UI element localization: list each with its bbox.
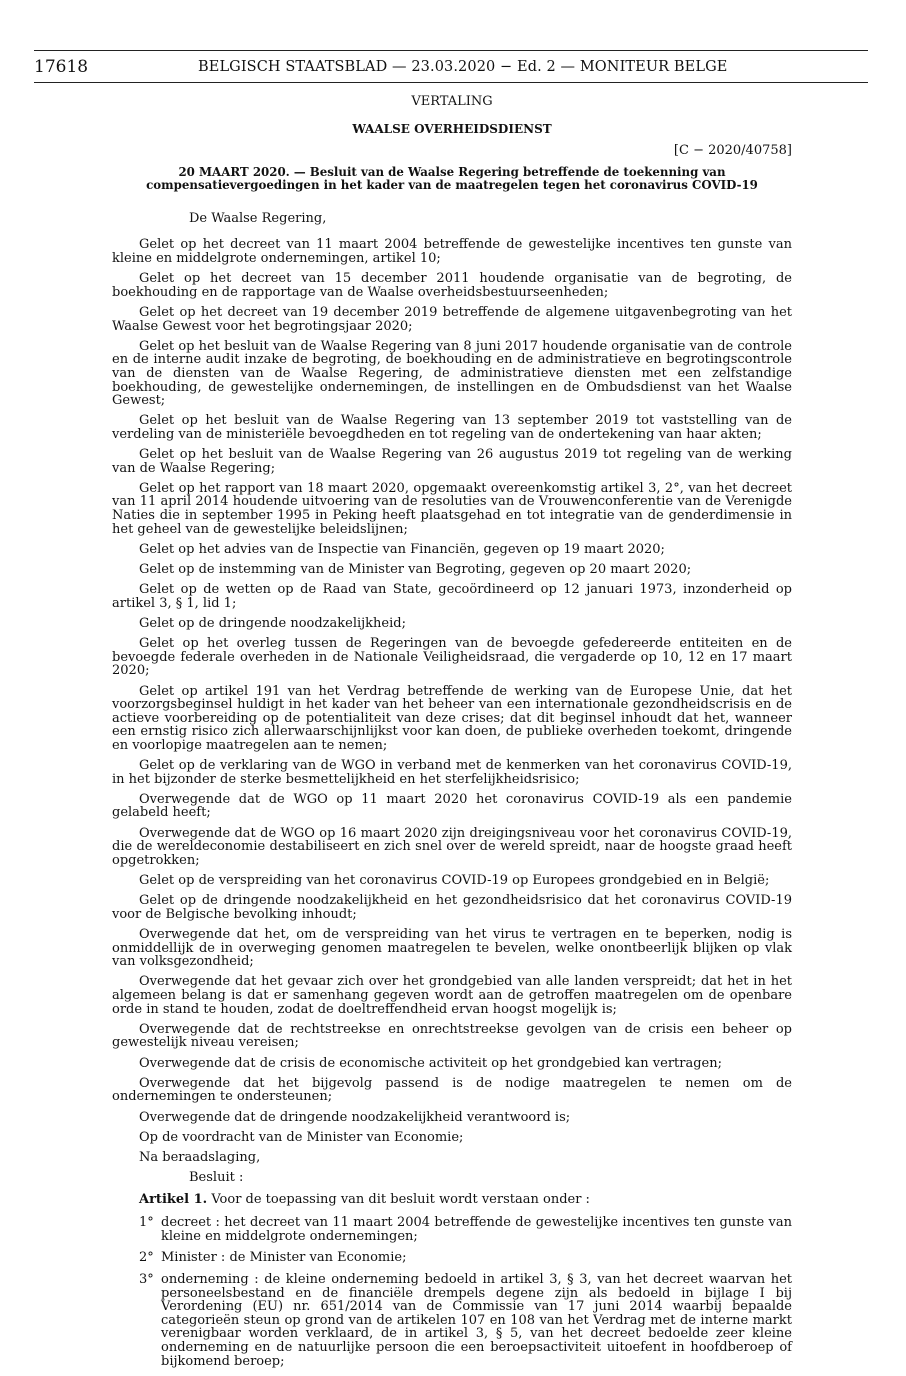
preamble-paragraph: Overwegende dat de WGO op 11 maart 2020 het coronavirus COVID-19 als een pandemie gelabeld heeft; [112,791,792,821]
preamble-paragraph: Gelet op het advies van de Inspectie van Financiën, gegeven op 19 maart 2020; [139,541,665,557]
document-title: 20 MAART 2020. — Besluit van de Waalse Regering betreffende de toekenning van compensatievergoedingen in het kader van de maatregelen tegen het coronavirus COVID-19 [146,164,758,192]
preamble-paragraph: Gelet op de wetten op de Raad van State, gecoördineerd op 12 januari 1973, inzonderheid op artikel 3, § 1, lid 1; [112,582,792,611]
item-number: 2° [139,1250,154,1266]
header-bottom-rule [34,82,868,83]
article-1 [139,1193,792,1207]
issuer-heading: WAALSE OVERHEIDSDIENST [352,121,552,136]
item-number: 1° [139,1215,154,1231]
header-top-rule [34,50,868,51]
opening-line: De Waalse Regering, [189,210,327,226]
preamble-paragraph: Gelet op het besluit van de Waalse Regering van 13 september 2019 tot vaststelling van de verdeling van de ministeriële bevoegdheden en tot regeling van de ondertekening van haar akten; [112,413,792,442]
item-number: 3° [139,1272,154,1288]
preamble-paragraph: Gelet op artikel 191 van het Verdrag betreffende de werking van de Europese Unie, dat het voorzorgsbeginsel huldigt in het kader van het beheer van een internationale gezondheidscrisis en de actieve voorbereiding op de potentialiteit van deze crises; dat dit beginsel inhoudt dat het, wanneer een ernstig risico zich allerwaarschijnlijkst voor kan doen, de publieke overheden toekomt, dringende en voorlopige maatregelen aan te nemen; [112,683,792,753]
preamble-paragraph: Overwegende dat de rechtstreekse en onrechtstreekse gevolgen van de crisis een beheer op gewestelijk niveau vereisen; [112,1021,792,1051]
preamble-paragraph: Gelet op de dringende noodzakelijkheid en het gezondheidsrisico dat het coronavirus COVID-19 voor de Belgische bevolking inhoudt; [112,893,792,922]
preamble-paragraph: Na beraadslaging, [139,1149,261,1165]
definition-item [139,1216,792,1243]
article-intro: Voor de toepassing van dit besluit wordt verstaan onder : [211,1191,590,1207]
running-header: BELGISCH STAATSBLAD — 23.03.2020 − Ed. 2 — MONITEUR BELGE [198,59,728,75]
preamble-paragraph: Overwegende dat de WGO op 16 maart 2020 zijn dreigingsniveau voor het coronavirus COVID-19, die de wereldeconomie destabiliseert en zich snel over de wereld spreidt, naar de hoogste graad heeft opgetrokken; [112,825,792,868]
preamble-paragraph: Overwegende dat het, om de verspreiding van het virus te vertragen en te beperken, nodig is onmiddellijk de in overweging genomen maatregelen te bevelen, welke onontbeerlijk blijken op vlak van volksgezondheid; [112,927,792,970]
section-label: VERTALING [411,94,493,109]
preamble-paragraph: Gelet op de instemming van de Minister van Begroting, gegeven op 20 maart 2020; [139,562,692,577]
preamble-paragraph: Gelet op de verspreiding van het coronavirus COVID-19 op Europees grondgebied en in België; [139,873,770,889]
preamble-paragraph: Gelet op de verklaring van de WGO in verband met de kenmerken van het coronavirus COVID-19, in het bijzonder de sterke besmettelijkheid en het sterfelijkheidsrisico; [112,758,792,787]
preamble-paragraph: Overwegende dat de dringende noodzakelijkheid verantwoord is; [139,1109,571,1125]
preamble-paragraph: Gelet op het besluit van de Waalse Regering van 26 augustus 2019 tot regeling van de werking van de Waalse Regering; [112,447,792,476]
preamble-paragraph: Gelet op het overleg tussen de Regeringen van de bevoegde gefedereerde entiteiten en de bevoegde federale overheden in de Nationale Veiligheidsraad, die vergaderde op 10, 12 en 17 maart 2020; [112,636,792,679]
definitions-list [112,1216,792,1368]
definition-item [139,1273,792,1368]
item-text: decreet : het decreet van 11 maart 2004 betreffende de gewestelijke incentives ten gunste van kleine en middelgrote ondernemingen; [161,1215,792,1244]
item-text: Minister : de Minister van Economie; [161,1250,407,1266]
preamble-paragraph: Overwegende dat het gevaar zich over het grondgebied van alle landen verspreidt; dat het in het algemeen belang is dat er samenhang gegeven wordt aan de getroffen maatregelen om de openbare orde in stand te houden, zodat de doeltreffendheid ervan hoogst mogelijk is; [112,974,792,1017]
item-text: onderneming : de kleine onderneming bedoeld in artikel 3, § 3, van het decreet waarvan het personeelsbestand en de financiële drempels degene zijn als bedoeld in bijlage I bij Verordening (EU) nr. 651/2014 van de Commissie van 17 juni 2014 waarbij bepaalde categorieën steun op grond van de artikelen 107 en 108 van het Verdrag met de interne markt verenigbaar worden verklaard, de in artikel 3, § 5, van het decreet bedoelde zeer kleine onderneming en de natuurlijke persoon die een beroepsactiviteit uitoefent in hoofdberoep of bijkomend beroep; [161,1272,792,1369]
preamble-paragraph: Gelet op het decreet van 15 december 2011 houdende organisatie van de begroting, de boekhouding en de rapportage van de Waalse overheidsbestuurseenheden; [112,271,792,300]
preamble [112,238,792,1164]
decision-label: Besluit : [189,1170,244,1186]
preamble-paragraph: Gelet op het besluit van de Waalse Regering van 8 juni 2017 houdende organisatie van de controle en de interne audit inzake de begroting, de boekhouding en de administratieve en begrotingscontrole van de diensten van de Waalse Regering, de administratieve diensten met een zelfstandige boekhouding, de gewestelijke ondernemingen, de instellingen en de Ombudsdienst van het Waalse Gewest; [112,338,792,409]
preamble-paragraph: Overwegende dat de crisis de economische activiteit op het grondgebied kan vertragen; [139,1055,723,1071]
reference-number: [C − 2020/40758] [673,143,792,159]
document-body [112,95,792,1376]
preamble-paragraph: Gelet op de dringende noodzakelijkheid; [139,615,406,631]
definition-item [139,1251,792,1265]
preamble-paragraph: Gelet op het decreet van 19 december 2019 betreffende de algemene uitgavenbegroting van het Waalse Gewest voor het begrotingsjaar 2020; [112,304,792,334]
page-number: 17618 [34,57,89,77]
preamble-paragraph: Op de voordracht van de Minister van Economie; [139,1129,464,1145]
preamble-paragraph: Overwegende dat het bijgevolg passend is de nodige maatregelen te nemen om de ondernemingen te ondersteunen; [112,1075,792,1105]
article-label: Artikel 1. [139,1191,208,1207]
preamble-paragraph: Gelet op het rapport van 18 maart 2020, opgemaakt overeenkomstig artikel 3, 2°, van het decreet van 11 april 2014 houdende uitvoering van de resoluties van de Vrouwenconferentie van de Verenigde Naties die in september 1995 in Peking heeft plaatsgehad en tot integratie van de genderdimensie in het geheel van de gewestelijke beleidslijnen; [112,480,792,537]
preamble-paragraph: Gelet op het decreet van 11 maart 2004 betreffende de gewestelijke incentives ten gunste van kleine en middelgrote ondernemingen, artikel 10; [112,237,792,266]
